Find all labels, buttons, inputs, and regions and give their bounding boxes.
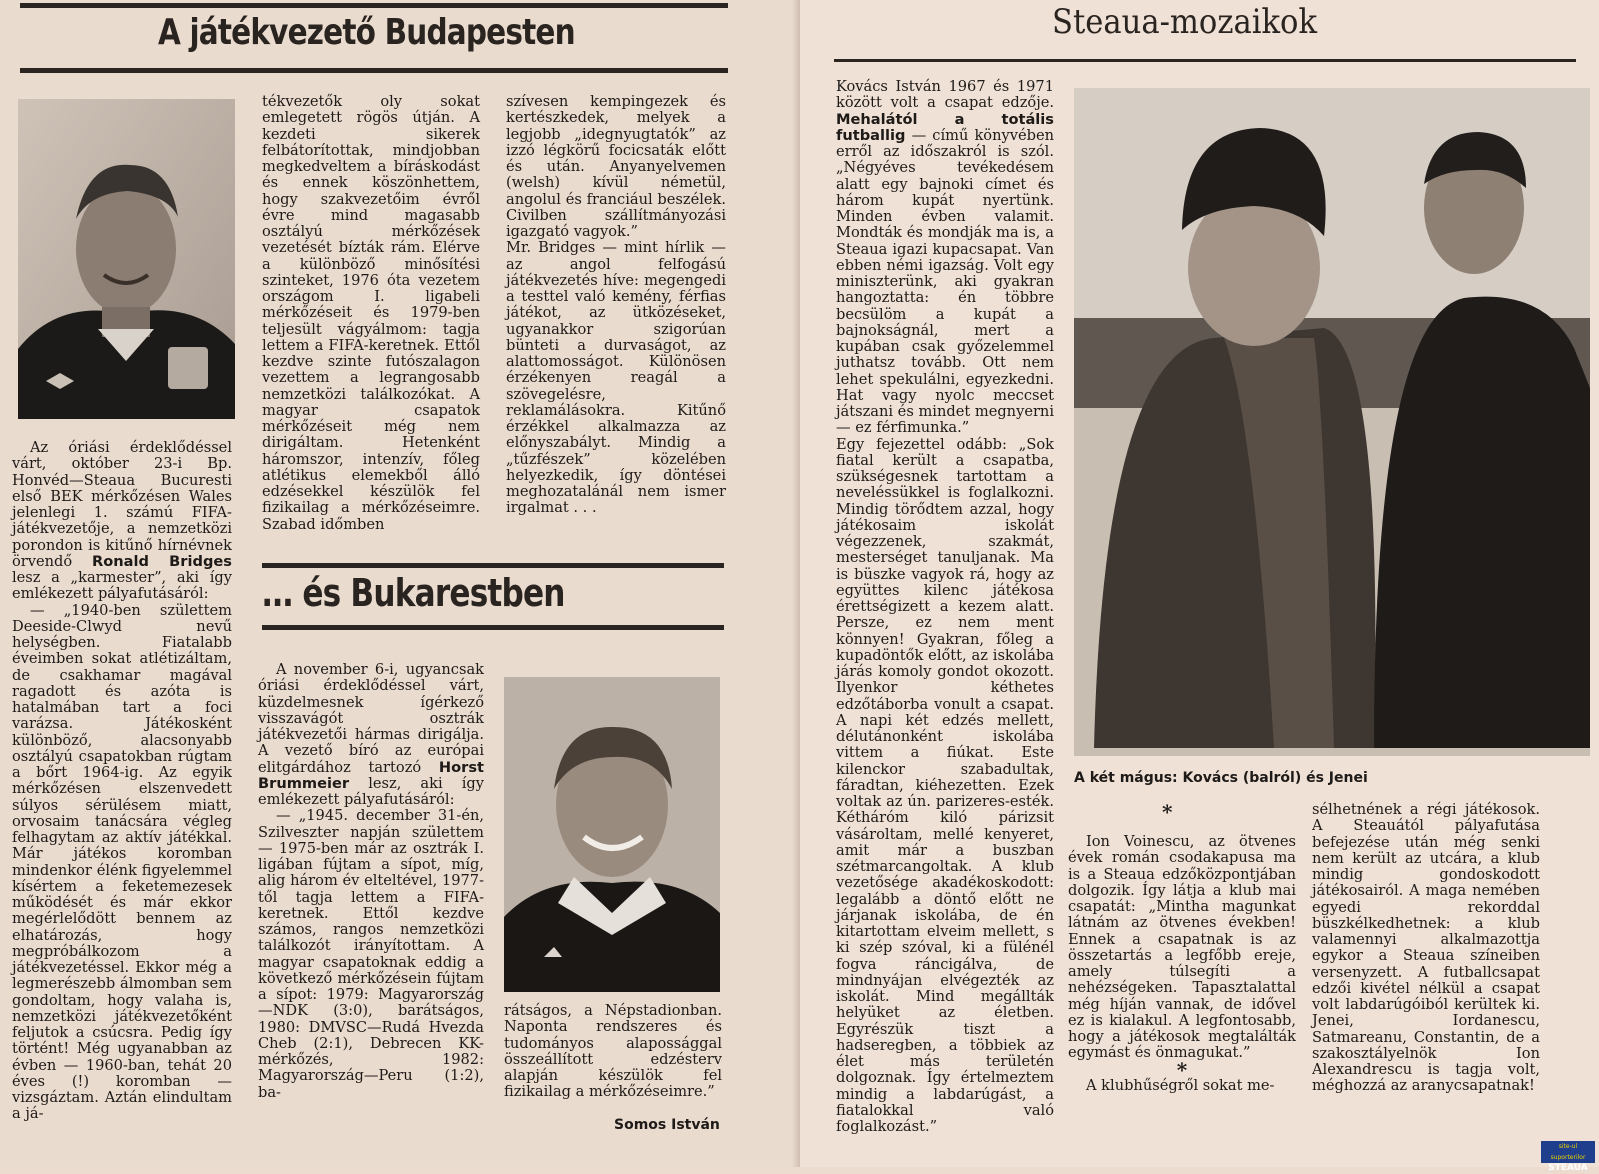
column-1 <box>12 440 232 1123</box>
article-text: Kovács István 1967 és 1971 között volt a csapat edzője. <box>836 78 1054 112</box>
photo-kovacs-jenei <box>1074 88 1590 756</box>
photo-caption: A két mágus: Kovács (balról) és Jenei <box>1074 770 1368 786</box>
logo-text: STEAUA <box>1548 1163 1588 1173</box>
article-text: lesz a „karmester”, aki így emlékezett pályafutásáról: <box>12 569 232 603</box>
headline-bukarest: … és Bukarestben <box>262 571 565 615</box>
column-2 <box>1068 834 1296 1094</box>
article-text: Mr. Bridges — mint hírlik — az angol felfogású játékvezetés híve: megengedi a testtel való kemény, férfias játékot, az ütközéseket, ugyanakkor szigorúan bünteti a durvaságot, az alattomosságot. Különösen érzékenyen reagál a szövegelésre, reklamálásokra. Kitűnő érzékkel alkalmazza az előnyszabályt. Mindig a „tűzfészek” közelében helyezkedik, így döntései meghozatalánál nem ismer irgalmat . . . <box>506 239 726 517</box>
photo-horst-brummeier <box>504 677 720 992</box>
photo-ronald-bridges <box>18 99 235 419</box>
headline-rule <box>20 68 728 73</box>
article-text: Az óriási érdeklődéssel várt, október 23-i Bp. Honvéd—Steaua Bucuresti első BEK mérkőzésen Wales jelenlegi 1. számú FIFA-játékvezetője, a nemzetközi porondon is kitűnő hírnévnek örvendő <box>12 439 232 570</box>
column-1 <box>836 79 1054 1135</box>
section-rule <box>262 563 724 568</box>
article-text: — „1940-ben születtem Deeside-Clwyd nevű helységben. Fiatalabb éveimben sokat atlétizáltam, de csakhamar magával ragadott és azóta is hatalmában tart a foci varázsa. Játékosként különböző, alacsonyabb osztályú csapatokban rúgtam a bőrt 1964-ig. Az egyik mérkőzésen elszenvedett súlyos sérülésem miatt, orvosaim tanácsára végleg felhagytam az aktív játékkal. Már játékos koromban mindenkor élénk figyelemmel kísértem a feketemezesek működését és már ekkor megérlelődött bennem az elhatározás, hogy megpróbálkozom a játékvezetéssel. Ekkor még a legmerészebb álmomban sem gondoltam, hogy valaha is, nemzetközi játékvezetőként feljutok a csúcsra. Pedig így történt! Még ugyanabban az évben — 1960-ban, tehát 20 éves (!) koromban — vizsgáztam. Aztán elindultam a já- <box>12 601 232 1123</box>
byline: Somos István <box>614 1117 720 1133</box>
headline-budapest: A játékvezető Budapesten <box>158 12 575 53</box>
article-text: lesz, aki így emlékezett pályafutásáról: <box>258 774 484 808</box>
section-star: * <box>1162 800 1173 824</box>
article-text: A klubhűségről sokat me- <box>1086 1076 1275 1094</box>
column-2: tékvezetők oly sokat emlegetett rögös útján. A kezdeti sikerek felbátorítottak, mindjobban megkedveltem a bíráskodást és ennek köszönhettem, hogy szakvezetőim évről évre mind magasabb osztályú mérkőzések vezetését bízták rám. Elérve a különböző minősítési szinteket, 1976 óta vezetem országom I. ligabeli mérkőzéseit és 1979-ben teljesült vágyálmom: tagja lettem a FIFA-keretnek. Ettől kezdve szinte futószalagon vezettem a legrangosabb nemzetközi találkozókat. A magyar csapatok mérkőzéseit még nem dirigáltam. Hetenként háromszor, intenzív, főleg atlétikus elemekből álló edzésekkel készülök fel fizikailag a mérkőzéseimre. Szabad időmben <box>262 93 480 533</box>
column-4 <box>258 662 484 1101</box>
section-rule-2 <box>262 625 724 630</box>
referee-name-bridges: Ronald Bridges <box>91 552 232 570</box>
headline-steaua: Steaua-mozaikok <box>1052 2 1318 42</box>
column-3 <box>506 94 726 517</box>
steaua-logo <box>1541 1141 1595 1173</box>
top-rule <box>20 3 728 8</box>
book-title: Mehalától a totális futballig <box>836 110 1054 144</box>
article-text: A november 6-i, ugyancsak óriási érdeklődéssel várt, küzdelmesnek ígérkező visszavágót osztrák játékvezetői hármas dirigálja. A vezető bíró az európai elitgárdához tartozó <box>258 661 484 776</box>
column-5: rátságos, a Népstadionban. Naponta rendszeres és tudományos alapossággal összeállított edzésterv alapján készülök fel fizikailag a mérkőzéseimre.” <box>504 1002 722 1101</box>
left-page <box>0 0 800 1167</box>
referee-name-brummeier: Horst Brummeier <box>258 758 485 792</box>
article-text: — „1945. december 31-én, Szilveszter napján születtem — 1975-ben már az osztrák I. ligában fújtam a sípot, míg, alig három év elteltével, 1977-től tagja lettem a FIFA-keretnek. Ettől kezdve számos, rangos nemzetközi találkozót irányítottam. A magyar csapatoknak eddig a következő mérkőzésein fújtam a sípot: 1979: Magyarország—NDK (3:0), barátságos, 1980: DMVSC—Rudá Hvezda Cheb (2:1), Debrecen KK-mérkőzés, 1982: Magyarország—Peru (1:2), ba- <box>258 807 484 1101</box>
article-text: szívesen kempingezek és kertészkedek, melyek a legjobb „idegnyugtatók” az izzó légkörű focicsaták előtt és után. Anyanyelvemen (welsh) kívül németül, angolul és franciául beszélek. Civilben szállítmányozási igazgató vagyok.” <box>506 93 726 240</box>
article-text: Egy fejezettel odább: „Sok fiatal került a csapatba, szükségesnek tartottam a neveléssükkel is foglalkozni. Mindig törődtem azzal, hogy játékosaim iskolát végezzenek, szakmát, mesterséget tanuljanak. Ma is büszke vagyok rá, hogy az együttes kilenc játékosa érettségizett a kezem alatt. Persze, ez nem ment könnyen! Gyakran, főleg a kupadöntők előtt, az iskolába járás komoly gondot okozott. Ilyenkor kéthetes edzőtáborba vonult a csapat. A napi két edzés mellett, délutánonként iskolába vittem a fiúkat. Este kilenckor szabadultak, fáradtan, kiéhezetten. Ezek voltak az ún. parizeres-esték. Kétháróm kiló párizsit vásároltam, mellé kenyeret, amit már a buszban szétmarcangoltak. A klub vezetősége akadékoskodott: legalább a döntő előtt ne járjanak iskolába, de én kitartottam elveim mellett, s ki szép szóval, ki a fülénél fogva ráncigálva, de mindnyájan elvégezték az iskolát. Mind megállták helyüket az életben. Egyrészük tiszt a hadseregben, a többiek az élet más területén dolgoznak. Így értelmeztem mindig a labdarúgást, a fiatalokkal való foglalkozást.” <box>836 435 1054 1135</box>
headline-rule <box>834 59 1576 62</box>
article-text: — című könyvében erről az időszakról is szól. „Négyéves tevékedésem alatt egy bajnoki címet és három kupát nyertünk. Minden évben valamit. Mondták és mondják ma is, a Steaua igazi kupacsapat. Van ebben némi igazság. Volt egy miniszterünk, aki gyakran hangoztatta: én többre becsülöm a kupát a bajnokságnál, mert a kupában csak győzelemmel juthatsz tovább. Ott nem lehet spekulálni, egyezkedni. Hat vagy nyolc meccset játszani és mindet megnyerni — ez férfimunka.” <box>836 126 1054 437</box>
column-3: sélhetnének a régi játékosok. A Steauától pályafutása befejezése után még senki nem került az utcára, a klub mindig gondoskodott játékosairól. A maga nemében egyedi rekorddal büszkélkedhetnek: a klub valamennyi alkalmazottja egykor a Steaua színeiben versenyzett. A futballcsapat edzői kivétel nélkül a csapat volt labdarúgóiból kerültek ki. Jenei, Iordanescu, Satmareanu, Constantin, de a szakosztályelnök Ion Alexandrescu is tagja volt, méghozzá az aranycsapatnak! <box>1312 801 1540 1095</box>
article-text: Ion Voinescu, az ötvenes évek román csodakapusa ma is a Steaua edzőközpontjában dolgozik. Így látja a klub mai csapatát: „Mintha magunkat látnám az ötvenes években! Ennek a csapatnak is az összetartás a legfőbb ereje, amely túlsegíti a nehézségeken. Tapasztalattal még híján vannak, de idővel ez is kialakul. A legfontosabb, hogy a játékosok megtalálták egymást és önmagukat.” <box>1068 833 1296 1062</box>
section-star: * <box>1176 1057 1188 1082</box>
logo-small-text: site-ul suporterilor <box>1550 1143 1586 1161</box>
right-page <box>800 0 1599 1173</box>
